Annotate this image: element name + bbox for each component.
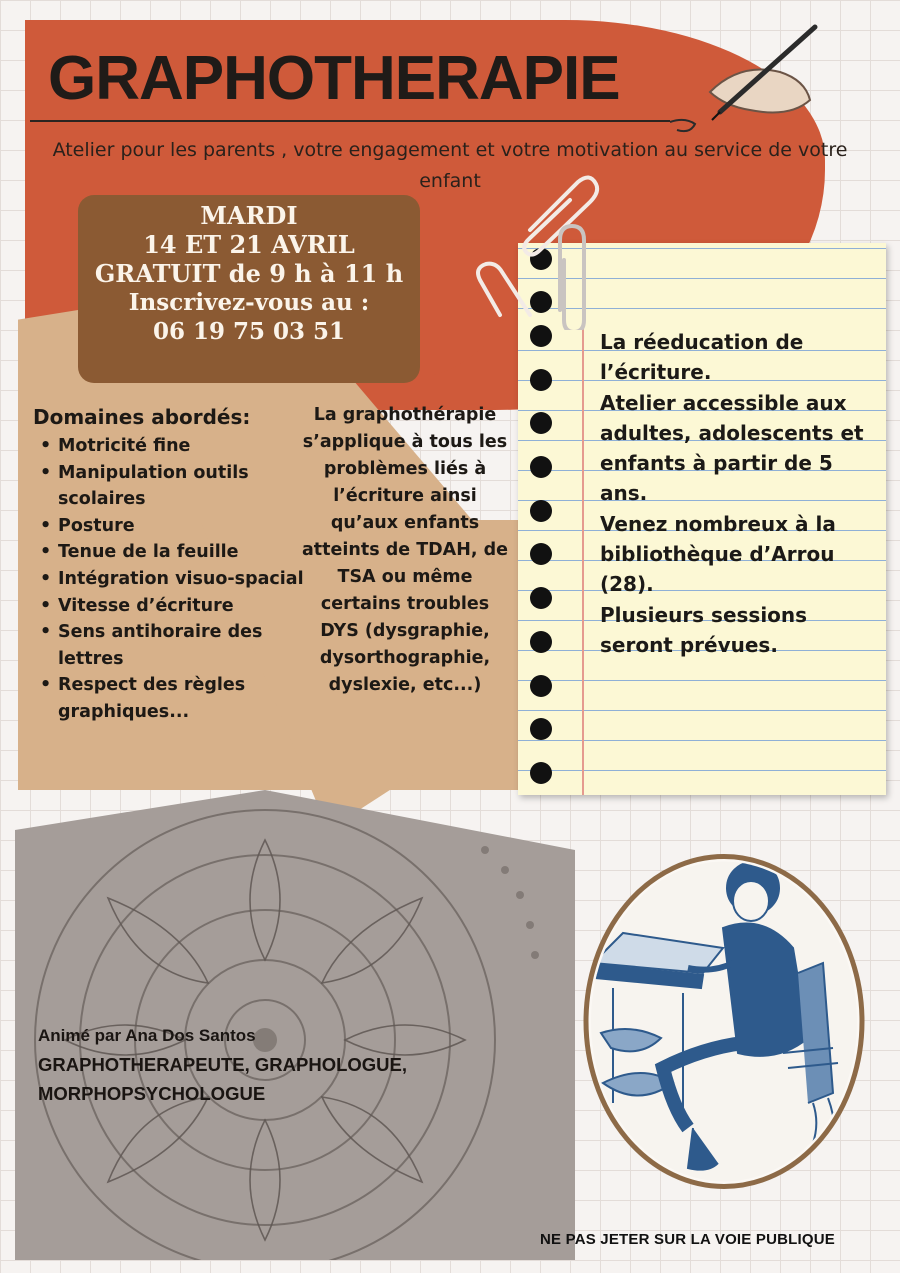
paper-hole	[530, 369, 552, 391]
writing-boy-illustration	[583, 853, 865, 1190]
footer-notice: NE PAS JETER SUR LA VOIE PUBLIQUE	[540, 1231, 835, 1248]
pen-hand-icon	[650, 22, 830, 142]
paper-hole	[530, 543, 552, 565]
note-line: La réeducation de l’écriture.	[600, 330, 804, 385]
animator-block	[38, 1022, 458, 1108]
event-time: GRATUIT de 9 h à 11 h	[94, 259, 404, 288]
paper-hole	[530, 587, 552, 609]
note-line: Venez nombreux à la bibliothèque d’Arrou (28).	[600, 511, 836, 597]
signup-label: Inscrivez-vous au :	[128, 289, 370, 316]
event-dates: 14 ET 21 AVRIL	[143, 230, 355, 259]
date-box	[78, 195, 420, 383]
paper-hole	[530, 412, 552, 434]
domains-list	[38, 433, 308, 726]
paper-hole	[530, 631, 552, 653]
note-text	[600, 327, 875, 660]
paper-hole	[530, 675, 552, 697]
paperclip-icon	[460, 170, 600, 330]
paper-hole	[530, 456, 552, 478]
list-item: • Sens antihoraire des lettres	[38, 619, 308, 672]
list-item: • Motricité fine	[38, 433, 308, 460]
subtitle: Atelier pour les parents , votre engagement et votre motivation au service de votre enfant	[52, 139, 848, 192]
list-item: • Vitesse d’écriture	[38, 593, 308, 620]
list-item: • Posture	[38, 513, 308, 540]
note-line: Atelier accessible aux adultes, adolescents et enfants à partir de 5 ans.	[600, 390, 864, 506]
animator-name: Animé par Ana Dos Santos	[38, 1026, 256, 1045]
page-title: GRAPHOTHERAPIE	[48, 44, 620, 113]
title-underline	[30, 120, 670, 122]
animator-roles: GRAPHOTHERAPEUTE, GRAPHOLOGUE, MORPHOPSYCHOLOGUE	[38, 1054, 407, 1104]
paper-hole	[530, 500, 552, 522]
list-item: • Intégration visuo-spacial	[38, 566, 308, 593]
description-text: La graphothérapie s’applique à tous les problèmes liés à l’écriture ainsi qu’aux enfants atteints de TDAH, de TSA ou même certains troubles DYS (dysgraphie, dysorthographie, dyslexie, etc...)	[301, 405, 509, 695]
phone-number: 06 19 75 03 51	[152, 318, 346, 345]
note-line: Plusieurs sessions seront prévues.	[600, 602, 808, 657]
event-day: MARDI	[200, 201, 298, 230]
domains-title: Domaines abordés:	[33, 405, 251, 429]
list-item: • Manipulation outils scolaires	[38, 460, 308, 513]
list-item: • Respect des règles graphiques...	[38, 672, 308, 725]
paper-hole	[530, 762, 552, 784]
list-item: • Tenue de la feuille	[38, 539, 308, 566]
paper-hole	[530, 718, 552, 740]
